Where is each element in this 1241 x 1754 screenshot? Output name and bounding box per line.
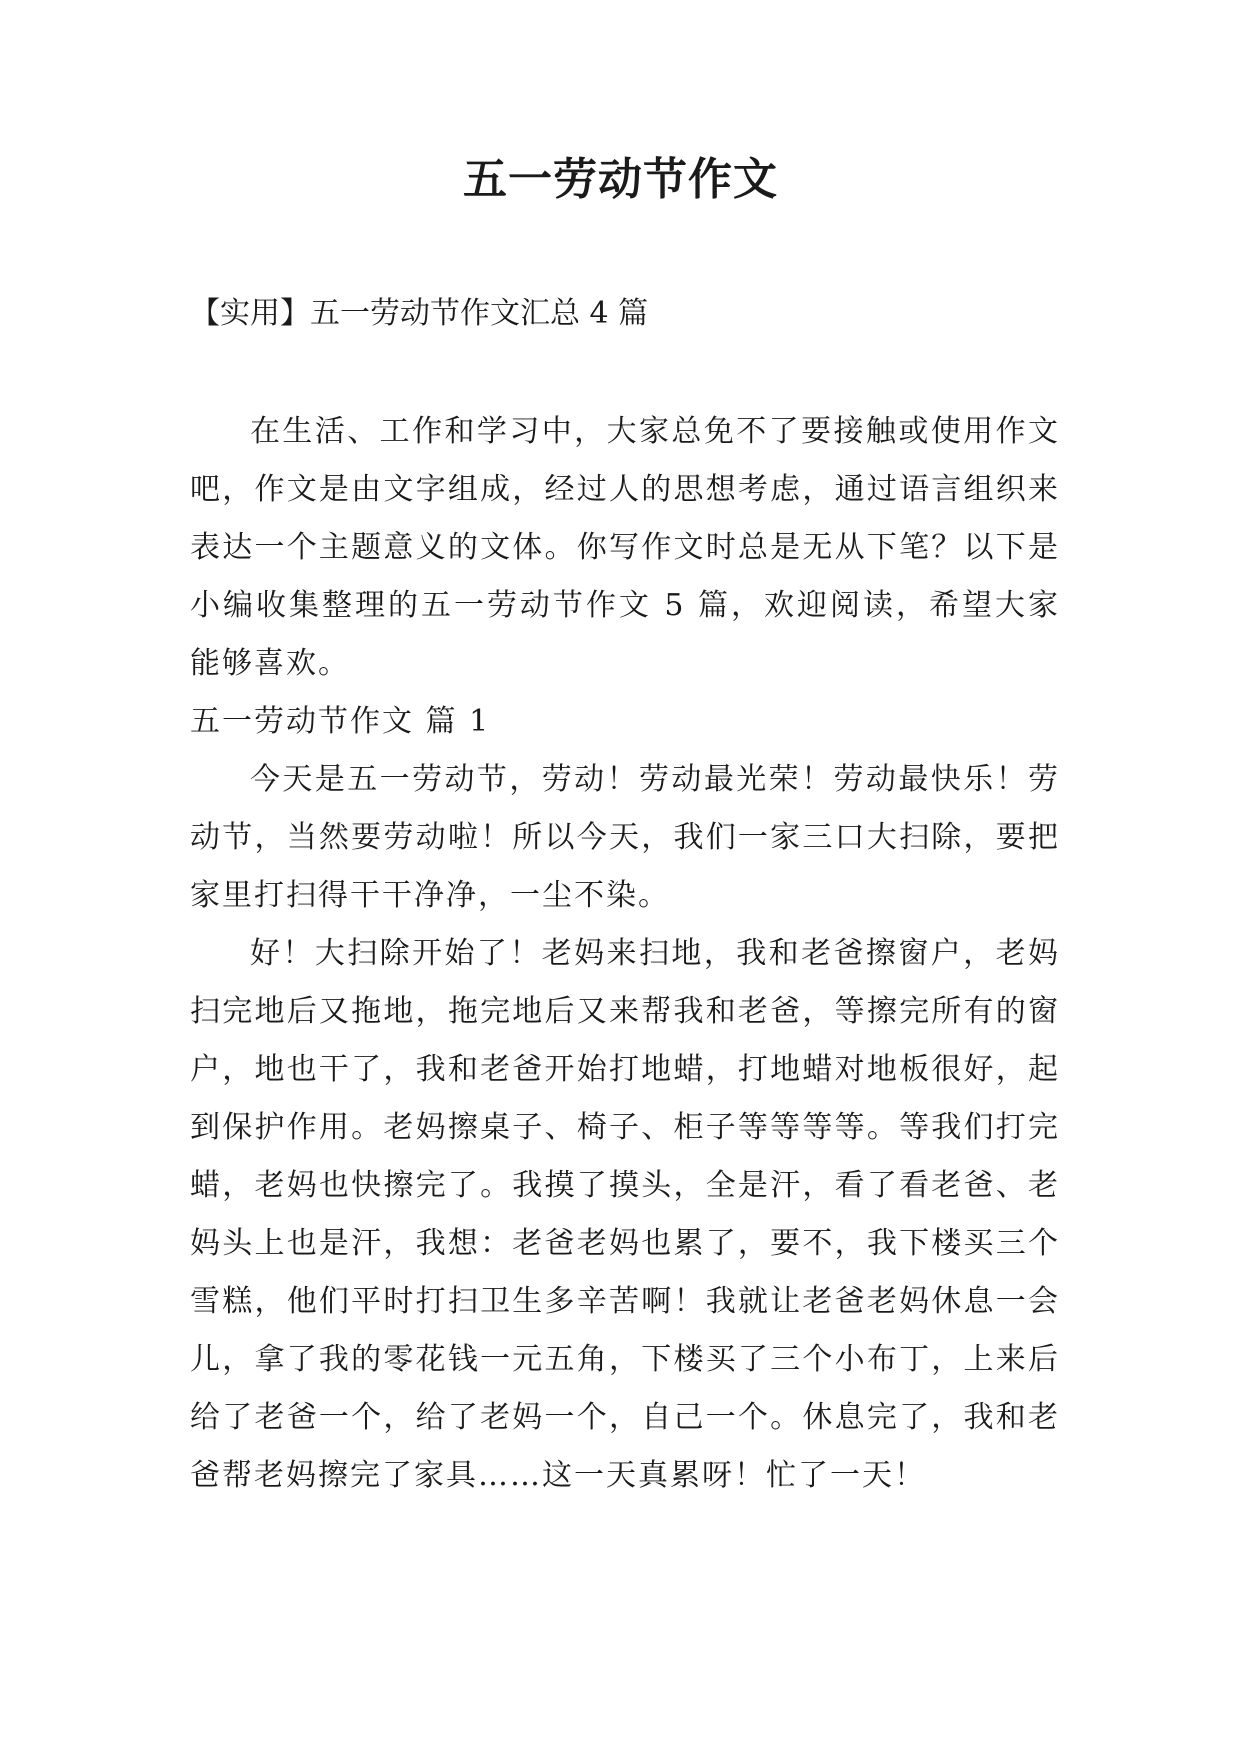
document-body (190, 403, 1060, 1505)
body-paragraph: 今天是五一劳动节，劳动！劳动最光荣！劳动最快乐！劳动节，当然要劳动啦！所以今天，我们一家三口大扫除，要把家里打扫得干干净净，一尘不染。 (190, 762, 1060, 913)
section-heading: 五一劳动节作文 篇 1 (190, 704, 491, 739)
body-paragraph: 好！大扫除开始了！老妈来扫地，我和老爸擦窗户，老妈扫完地后又拖地，拖完地后又来帮我和老爸，等擦完所有的窗户，地也干了，我和老爸开始打地蜡，打地蜡对地板很好，起到保护作用。老妈擦桌子、椅子、柜子等等等等。等我们打完蜡，老妈也快擦完了。我摸了摸头，全是汗，看了看老爸、老妈头上也是汗，我想：老爸老妈也累了，要不，我下楼买三个雪糕，他们平时打扫卫生多辛苦啊！我就让老爸老妈休息一会儿，拿了我的零花钱一元五角，下楼买了三个小布丁，上来后给了老爸一个，给了老妈一个，自己一个。休息完了，我和老爸帮老妈擦完了家具……这一天真累呀！忙了一天！ (190, 936, 1060, 1493)
intro-paragraph: 在生活、工作和学习中，大家总免不了要接触或使用作文吧，作文是由文字组成，经过人的思想考虑，通过语言组织来表达一个主题意义的文体。你写作文时总是无从下笔？以下是小编收集整理的五一劳动节作文 5 篇，欢迎阅读，希望大家能够喜欢。 (190, 414, 1060, 681)
document-title: 五一劳动节作文 (463, 154, 778, 205)
document-subtitle: 【实用】五一劳动节作文汇总 4 篇 (190, 296, 649, 331)
